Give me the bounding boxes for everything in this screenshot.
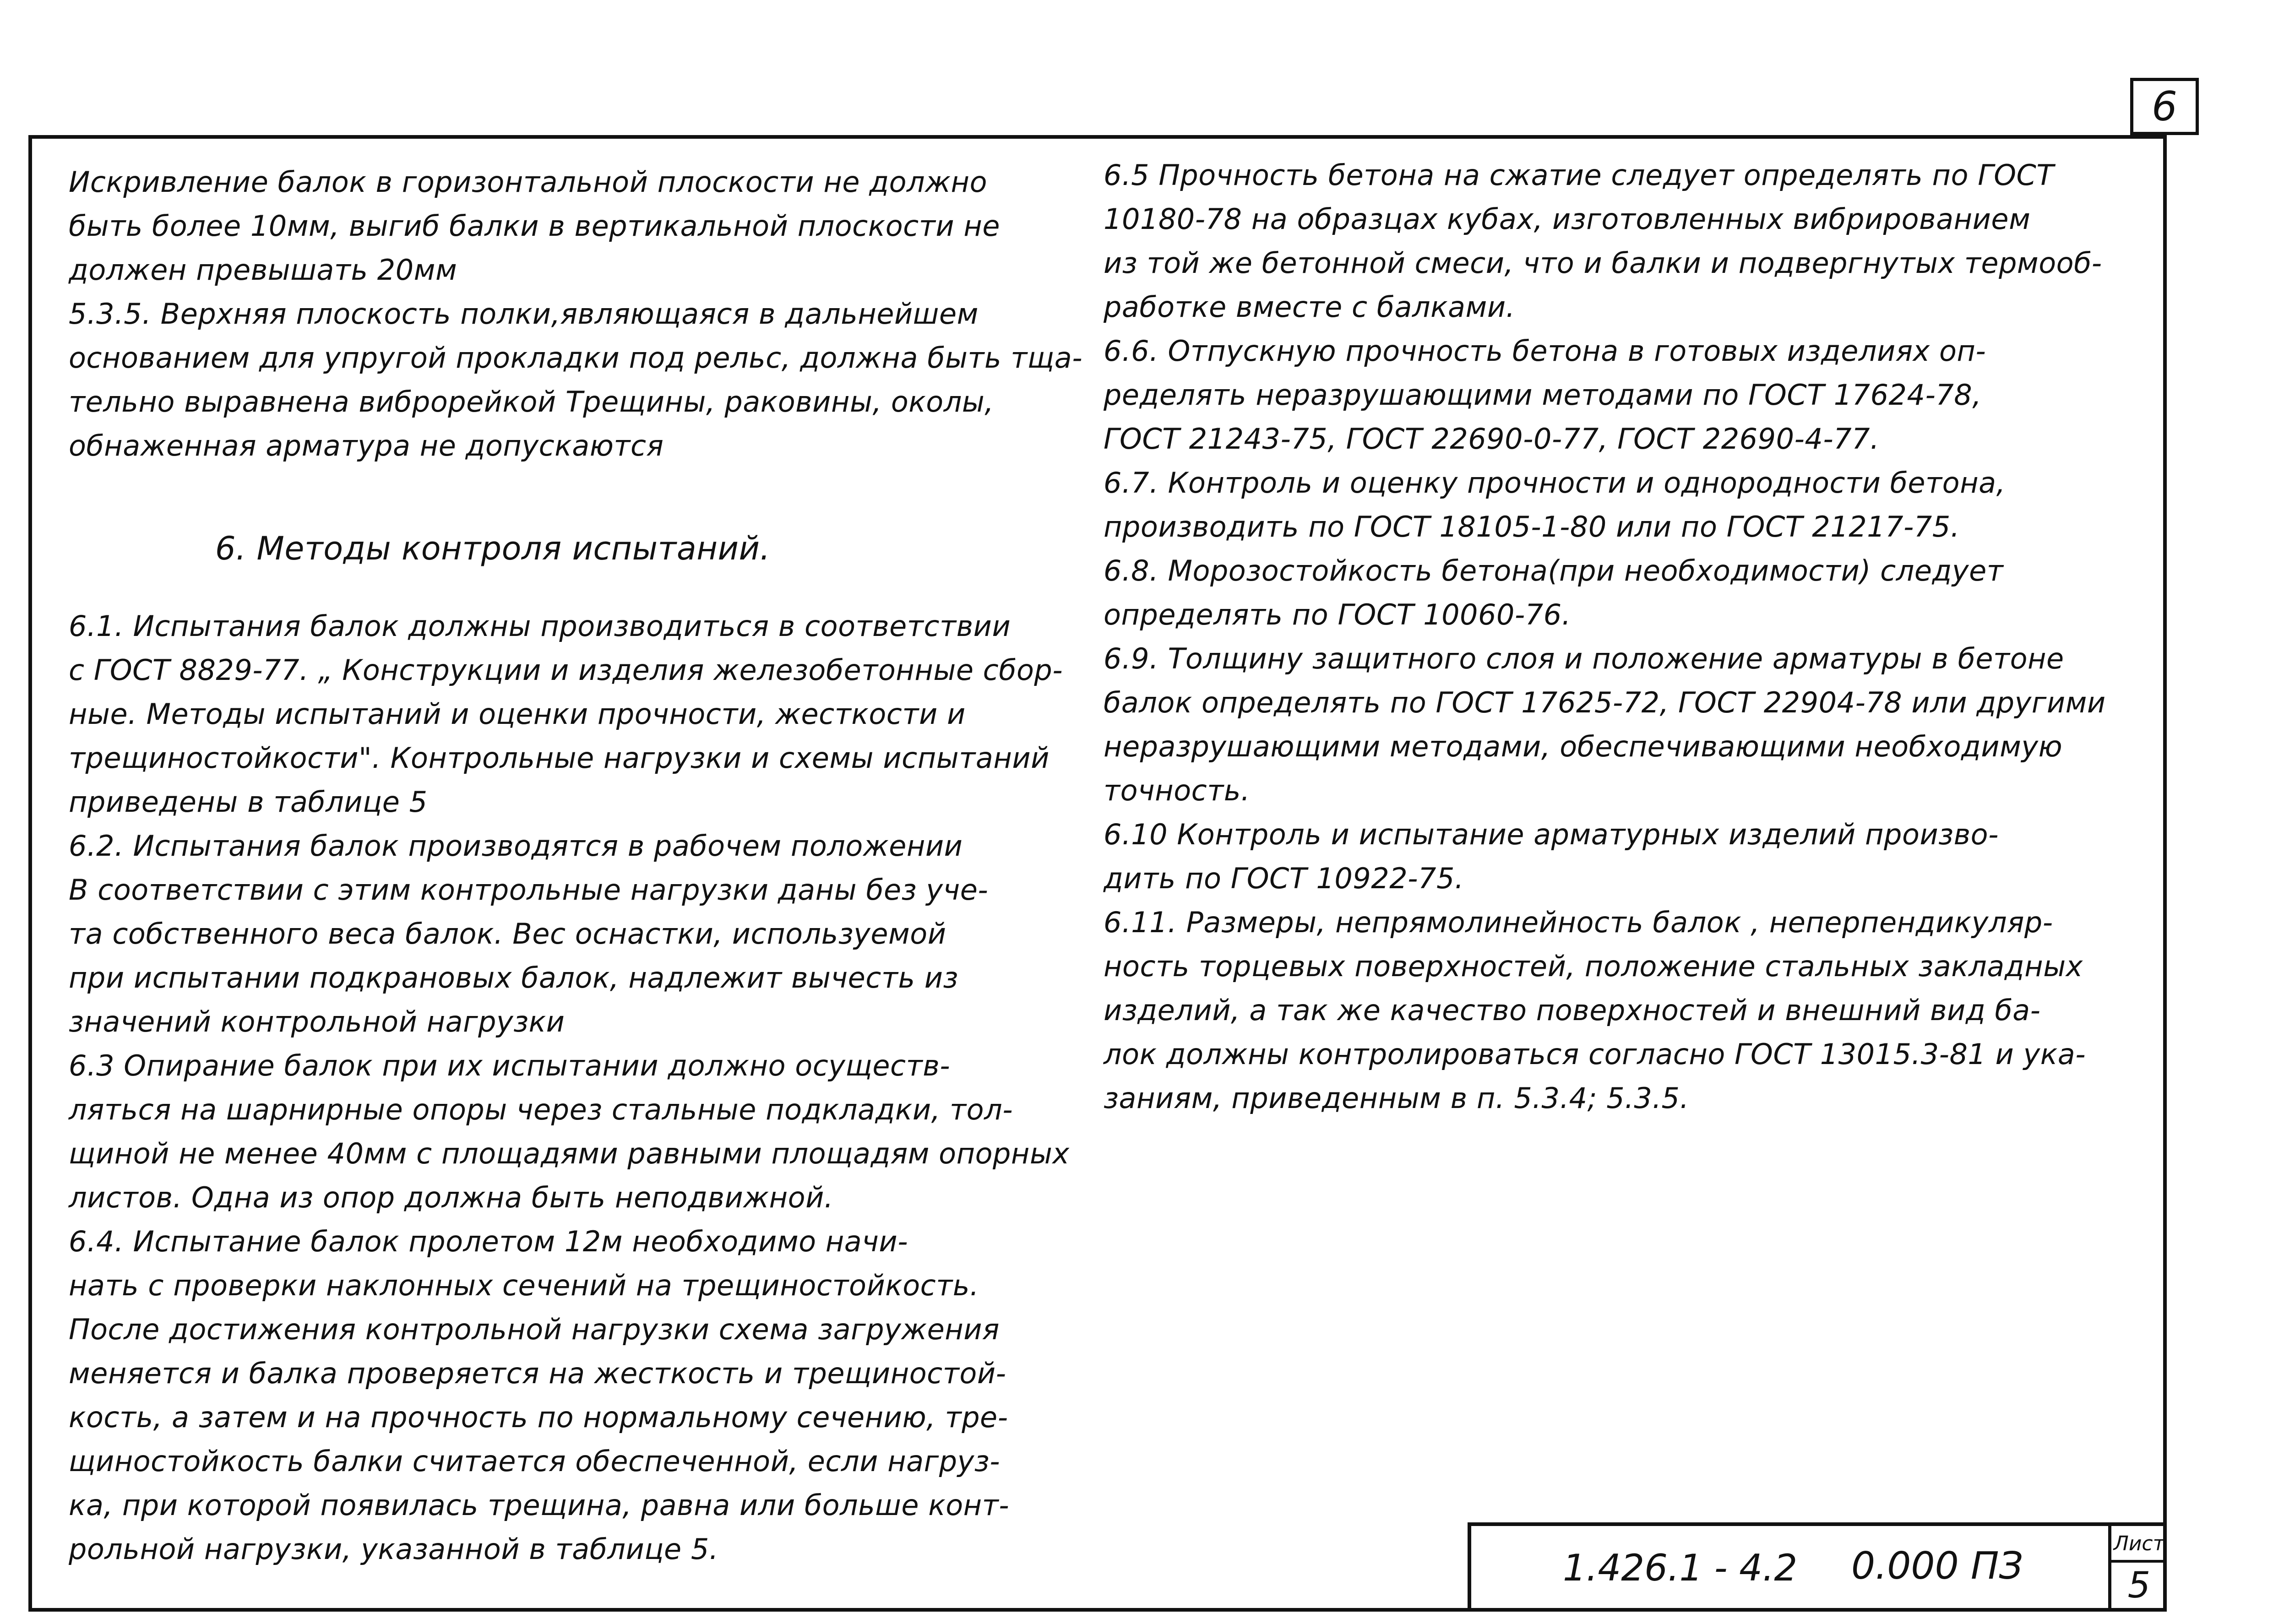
text-line: изделий, а так же качество поверхностей и внешний вид ба- [1104,994,2041,1027]
text-line: 6.11. Размеры, непрямолинейность балок , неперпендикуляр- [1104,906,2053,939]
text-line: 6.3 Опирание балок при их испытании должно осуществ- [69,1049,951,1082]
document-designation: 0.000 ПЗ [1851,1544,2023,1588]
left-column-bottom [69,604,1076,1571]
text-line: В соответствии с этим контрольные нагрузки даны без уче- [69,873,989,907]
text-line: ные. Методы испытаний и оценки прочности, жесткости и [69,697,966,731]
text-line: при испытании подкрановых балок, надлежит вычесть из [69,961,958,994]
text-line: ГОСТ 21243-75, ГОСТ 22690-0-77, ГОСТ 22690-4-77. [1104,422,1880,456]
text-line: ределять неразрушающими методами по ГОСТ 17624-78, [1104,378,1982,412]
text-line: трещиностойкости". Контрольные нагрузки и схемы испытаний [69,741,1050,775]
text-line: лок должны контролироваться согласно ГОСТ 13015.3-81 и ука- [1104,1037,2086,1071]
text-line: 6.8. Морозостойкость бетона(при необходимости) следует [1104,554,2004,587]
text-line: кость, а затем и на прочность по нормальному сечению, тре- [69,1401,1008,1434]
text-line: основанием для упругой прокладки под рельс, должна быть тща- [69,341,1083,375]
text-line: ляться на шарнирные опоры через стальные подкладки, тол- [69,1093,1013,1126]
text-line: 6.5 Прочность бетона на сжатие следует определять по ГОСТ [1104,158,2054,192]
sheet-number: 5 [2127,1565,2151,1606]
text-line: заниям, приведенным в п. 5.3.4; 5.3.5. [1104,1081,1689,1115]
text-line: с ГОСТ 8829-77. „ Конструкции и изделия железобетонные сбор- [69,653,1063,687]
text-line: рольной нагрузки, указанной в таблице 5. [69,1532,719,1566]
text-line: дить по ГОСТ 10922-75. [1104,862,1464,895]
text-line: нать с проверки наклонных сечений на трещиностойкость. [69,1269,979,1302]
text-line: приведены в таблице 5 [69,785,428,819]
text-line: та собственного веса балок. Вес оснастки, используемой [69,917,946,951]
text-line: обнаженная арматура не допускаются [69,429,664,462]
left-column-top [69,160,1083,468]
title-block [1468,1522,2167,1612]
text-line: После достижения контрольной нагрузки схема загружения [69,1313,1000,1346]
page-corner-number [2130,78,2199,135]
page-corner-number-text: 6 [2152,83,2177,130]
text-line: быть более 10мм, выгиб балки в вертикальной плоскости не [69,209,1001,243]
document-code: 1.426.1 - 4.2 [1563,1547,1798,1589]
text-line: 6.7. Контроль и оценку прочности и однородности бетона, [1104,466,2006,500]
section-heading: 6. Методы контроля испытаний. [215,530,771,567]
text-line: 6.1. Испытания балок должны производиться в соответствии [69,609,1011,643]
text-line: меняется и балка проверяется на жесткость и трещиностой- [69,1357,1006,1390]
text-line: неразрушающими методами, обеспечивающими необходимую [1104,730,2063,763]
text-line: ка, при которой появилась трещина, равна или больше конт- [69,1488,1010,1522]
text-line: из той же бетонной смеси, что и балки и подвергнутых термооб- [1104,246,2102,280]
right-column [1104,153,2152,1120]
text-line: определять по ГОСТ 10060-76. [1104,598,1571,631]
text-line: производить по ГОСТ 18105-1-80 или по ГОСТ 21217-75. [1104,510,1960,543]
sheet-label: Лист [2111,1526,2167,1563]
text-line: 5.3.5. Верхняя плоскость полки,являющаяся в дальнейшем [69,297,979,331]
text-line: листов. Одна из опор должна быть неподвижной. [69,1181,834,1214]
text-line: ность торцевых поверхностей, положение стальных закладных [1104,950,2083,983]
text-line: 6.9. Толщину защитного слоя и положение арматуры в бетоне [1104,642,2064,675]
text-line: балок определять по ГОСТ 17625-72, ГОСТ 22904-78 или другими [1104,686,2106,719]
text-line: щиной не менее 40мм с площадями равными площадям опорных [69,1137,1070,1170]
text-line: 6.6. Отпускную прочность бетона в готовых изделиях оп- [1104,334,1986,368]
text-line: щиностойкость балки считается обеспеченной, если нагруз- [69,1445,1001,1478]
text-line: точность. [1104,774,1251,807]
sheet-cell [2108,1526,2167,1612]
text-line: должен превышать 20мм [69,253,457,287]
text-line: работке вместе с балками. [1104,290,1515,324]
text-line: значений контрольной нагрузки [69,1005,565,1038]
text-line: Искривление балок в горизонтальной плоскости не должно [69,165,988,199]
text-line: 6.10 Контроль и испытание арматурных изделий произво- [1104,818,1999,851]
text-line: 6.2. Испытания балок производятся в рабочем положении [69,829,963,863]
text-line: 6.4. Испытание балок пролетом 12м необходимо начи- [69,1225,908,1258]
text-line: тельно выравнена виброрейкой Трещины, раковины, околы, [69,385,994,418]
text-line: 10180-78 на образцах кубах, изготовленных вибрированием [1104,202,2031,236]
